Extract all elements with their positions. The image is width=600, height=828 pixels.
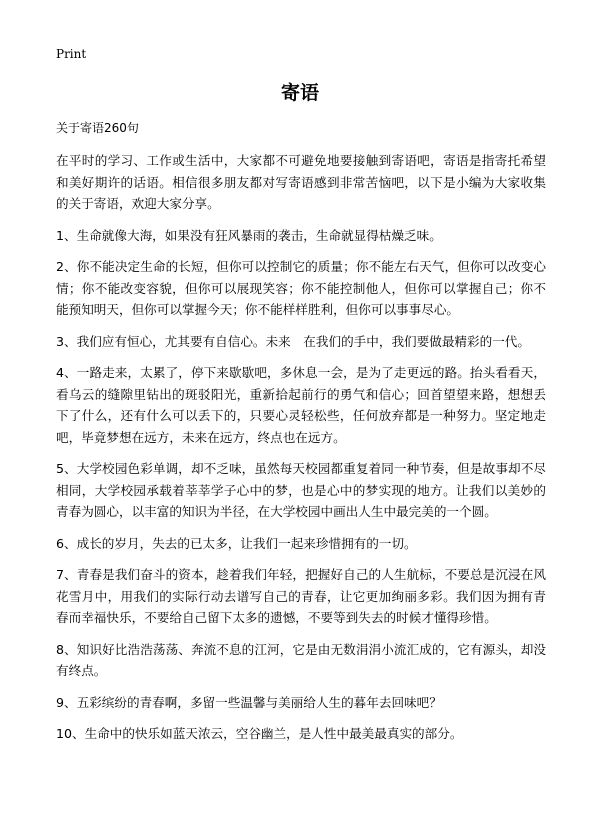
quote-paragraph-4: 4、一路走来，太累了，停下来歇歇吧，多休息一会，是为了走更远的路。抬头看看天，看乌云的缝隙里钻出的斑驳阳光，重新拾起前行的勇气和信心；回首望望来路，想想丢下了什么，还有什么可以丢下的，只要心灵轻松些，任何放弃都是一种努力。坚定地走吧，毕竟梦想在远方，未来在远方，终点也在远方。	[56, 365, 546, 445]
quote-paragraph-9: 9、五彩缤纷的青春啊，多留一些温馨与美丽给人生的暮年去回味吧？	[56, 694, 442, 710]
page-title: 寄语	[280, 82, 319, 104]
quote-paragraph-1: 1、生命就像大海，如果没有狂风暴雨的袭击，生命就显得枯燥乏味。	[56, 227, 442, 243]
quote-paragraph-10: 10、生命中的快乐如蓝天浓云，空谷幽兰，是人性中最美最真实的部分。	[56, 726, 463, 741]
document-subtitle: 关于寄语260句	[56, 121, 139, 135]
quote-paragraph-7: 7、青春是我们奋斗的资本，趁着我们年轻，把握好自己的人生航标，不要总是沉浸在风花雪月中，用我们的实际行动去谱写自己的青春，让它更加绚丽多彩。我们因为拥有青春而幸福快乐，不要给自己留下太多的遗憾，不要等到失去的时候才懂得珍惜。	[56, 567, 546, 625]
quote-paragraph-5: 5、大学校园色彩单调，却不乏味，虽然每天校园都重复着同一种节奏，但是故事却不尽相同，大学校园承载着莘莘学子心中的梦，也是心中的梦实现的地方。让我们以美妙的青春为圆心，以丰富的知识为半径，在大学校园中画出人生中最完美的一个圆。	[56, 461, 546, 519]
quote-paragraph-8: 8、知识好比浩浩荡荡、奔流不息的江河，它是由无数涓涓小流汇成的，它有源头，却没有终点。	[56, 641, 546, 678]
quote-paragraph-3: 3、我们应有恒心，尤其要有自信心。未来 在我们的手中，我们要做最精彩的一代。	[56, 333, 530, 349]
document-body	[56, 150, 546, 755]
intro-paragraph: 在平时的学习、工作或生活中，大家都不可避免地要接触到寄语吧，寄语是指寄托希望和美好期许的话语。相信很多朋友都对写寄语感到非常苦恼吧，以下是小编为大家收集的关于寄语，欢迎大家分享。	[56, 153, 546, 211]
quote-paragraph-2: 2、你不能决定生命的长短，但你可以控制它的质量；你不能左右天气，但你可以改变心情；你不能改变容貌，但你可以展现笑容；你不能控制他人，但你可以掌握自己；你不能预知明天，但你可以掌握今天；你不能样样胜利，但你可以事事尽心。	[56, 259, 546, 317]
print-link[interactable]: Print	[56, 47, 87, 61]
quote-paragraph-6: 6、成长的岁月，失去的已太多，让我们一起来珍惜拥有的一切。	[56, 535, 417, 551]
